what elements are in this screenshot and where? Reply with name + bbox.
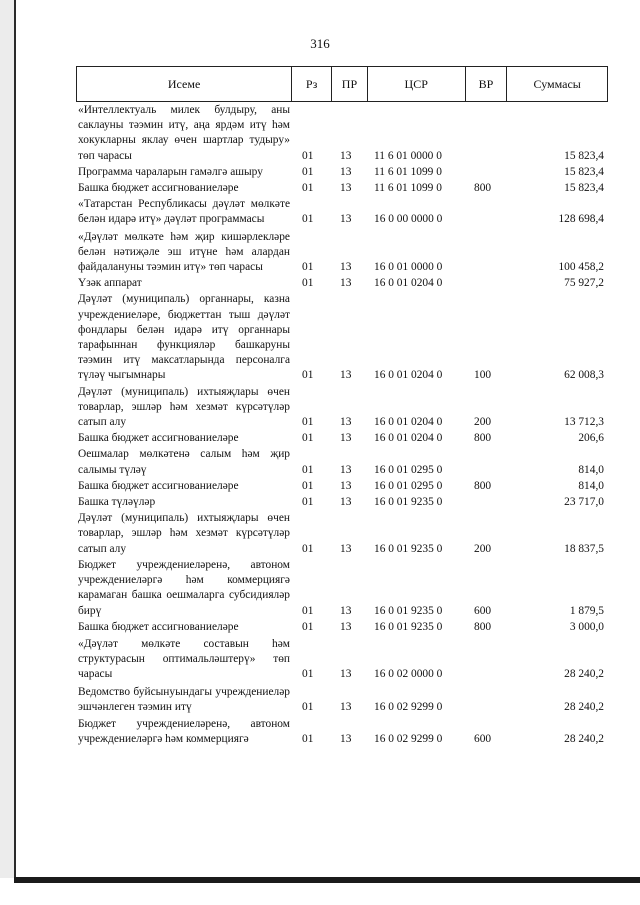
row-pr: 13: [340, 700, 352, 713]
row-csr: 16 0 01 0204 0: [374, 277, 443, 290]
row-values: [78, 165, 610, 180]
row-rz: 01: [302, 733, 314, 746]
row-vr: 100: [474, 369, 492, 382]
row-sum: 128 698,4: [558, 213, 604, 226]
table-row: [78, 385, 610, 431]
row-pr: 13: [340, 165, 352, 178]
row-sum: 28 240,2: [564, 733, 604, 746]
table-row: [78, 558, 610, 619]
row-pr: 13: [340, 369, 352, 382]
row-rz: 01: [302, 432, 314, 445]
row-rz: 01: [302, 604, 314, 617]
scan-left-border: [14, 0, 16, 878]
row-csr: 16 0 01 0295 0: [374, 463, 443, 476]
header-pr: ПР: [332, 67, 368, 101]
row-values: [78, 700, 610, 715]
table-row: [78, 447, 610, 477]
page-number: 316: [310, 36, 330, 51]
row-vr: 800: [474, 479, 492, 492]
table-row: [78, 479, 610, 494]
row-name: Башка бюджет ассигнованиеләре: [78, 432, 239, 445]
row-name: «Татарстан Республикасы дәүләт мөлкәте белән идарә итү» дәүләт программасы: [78, 198, 290, 226]
row-sum: 814,0: [578, 479, 604, 492]
row-pr: 13: [340, 432, 352, 445]
row-name: Бюджет учреждениеләренә, автоном учреждениеләргә һәм коммерциягә карамаган башка оешмаларга субсидияләр бирү: [78, 558, 290, 617]
row-values: [78, 415, 610, 430]
row-sum: 814,0: [578, 463, 604, 476]
row-name: Дәүләт (муниципаль) ихтыяҗлары өчен товарлар, эшләр һәм хезмәт күрсәтүләр сатып алу: [78, 385, 290, 429]
scan-bottom-border: [14, 877, 640, 883]
table-row: [78, 637, 610, 683]
row-rz: 01: [302, 542, 314, 555]
row-rz: 01: [302, 620, 314, 633]
row-values: [78, 542, 610, 557]
row-pr: 13: [340, 463, 352, 476]
row-values: [78, 604, 610, 619]
row-rz: 01: [302, 369, 314, 382]
row-rz: 01: [302, 496, 314, 509]
row-name: «Дәүләт мөлкәте составын һәм структурасын оптимальләштерү» төп чарасы: [78, 637, 290, 681]
row-values: [78, 620, 610, 635]
row-csr: 11 6 01 1099 0: [374, 182, 442, 195]
row-vr: 600: [474, 604, 492, 617]
row-pr: 13: [340, 149, 352, 162]
table-row: [78, 292, 610, 383]
table-row: [78, 197, 610, 227]
row-rz: 01: [302, 479, 314, 492]
row-rz: 01: [302, 182, 314, 195]
row-csr: 16 0 01 0295 0: [374, 479, 443, 492]
row-name: Үзәк аппарат: [78, 277, 142, 290]
header-csr: ЦСР: [368, 67, 466, 101]
row-vr: 600: [474, 733, 492, 746]
header-vr: ВР: [466, 67, 508, 101]
row-pr: 13: [340, 604, 352, 617]
row-pr: 13: [340, 261, 352, 274]
row-pr: 13: [340, 620, 352, 633]
row-name: Башка бюджет ассигнованиеләре: [78, 479, 239, 492]
table-body: [78, 103, 610, 747]
row-values: [78, 276, 610, 291]
row-csr: 16 0 01 9235 0: [374, 542, 443, 555]
row-name: «Интеллектуаль милек булдыру, аны саклауны тәэмин итү, аңа ярдәм итү һәм хокукларны яклау өчен шартлар тудыру» төп чарасы: [78, 104, 290, 162]
row-values: [78, 667, 610, 682]
row-sum: 15 823,4: [564, 165, 604, 178]
row-csr: 16 0 01 0204 0: [374, 369, 443, 382]
row-sum: 62 008,3: [564, 369, 604, 382]
row-sum: 23 717,0: [564, 496, 604, 509]
row-csr: 11 6 01 0000 0: [374, 149, 442, 162]
row-pr: 13: [340, 182, 352, 195]
table-row: [78, 431, 610, 446]
row-sum: 28 240,2: [564, 700, 604, 713]
row-sum: 75 927,2: [564, 277, 604, 290]
row-pr: 13: [340, 496, 352, 509]
row-csr: 16 0 01 0000 0: [374, 261, 443, 274]
table-row: [78, 181, 610, 196]
row-pr: 13: [340, 668, 352, 681]
row-vr: 200: [474, 416, 492, 429]
row-pr: 13: [340, 479, 352, 492]
row-values: [78, 495, 610, 510]
row-values: [78, 181, 610, 196]
row-name: Башка түләүләр: [78, 496, 156, 509]
row-values: [78, 212, 610, 227]
table-row: [78, 495, 610, 510]
row-csr: 16 0 01 0204 0: [374, 432, 443, 445]
table-row: [78, 620, 610, 635]
row-rz: 01: [302, 165, 314, 178]
row-vr: 800: [474, 182, 492, 195]
table-row: [78, 511, 610, 557]
row-name: Оешмалар мөлкәтенә салым һәм җир салымы түләү: [78, 448, 290, 476]
row-csr: 16 0 02 9299 0: [374, 700, 443, 713]
row-sum: 13 712,3: [564, 416, 604, 429]
scan-left-edge: [0, 0, 14, 878]
row-name: Бюджет учреждениеләренә, автоном учреждениеләргә һәм коммерциягә: [78, 717, 290, 746]
row-name: Башка бюджет ассигнованиеләре: [78, 620, 239, 633]
table-row: [78, 717, 610, 747]
row-rz: 01: [302, 261, 314, 274]
row-csr: 16 0 00 0000 0: [374, 213, 443, 226]
row-values: [78, 431, 610, 446]
row-rz: 01: [302, 149, 314, 162]
table-row: [78, 230, 610, 276]
row-csr: 16 0 01 9235 0: [374, 604, 443, 617]
row-sum: 28 240,2: [564, 668, 604, 681]
row-rz: 01: [302, 277, 314, 290]
row-sum: 206,6: [578, 432, 604, 445]
row-rz: 01: [302, 700, 314, 713]
header-rz: Рз: [292, 67, 332, 101]
row-values: [78, 732, 610, 747]
table-row: [78, 276, 610, 291]
row-values: [78, 368, 610, 383]
row-vr: 800: [474, 432, 492, 445]
row-sum: 15 823,4: [564, 149, 604, 162]
table-row: [78, 685, 610, 715]
row-rz: 01: [302, 463, 314, 476]
row-sum: 1 879,5: [569, 604, 604, 617]
row-csr: 16 0 02 0000 0: [374, 668, 443, 681]
row-name: Дәүләт (муниципаль) органнары, казна учреждениеләре, бюджеттан тыш дәүләт фондлары белән идарә итү органнары тарафыннан функцияләр башкаруны тәэмин итү максатларында персоналга түләү чыгымнары: [78, 293, 290, 382]
row-rz: 01: [302, 213, 314, 226]
row-pr: 13: [340, 277, 352, 290]
row-vr: 200: [474, 542, 492, 555]
table-header: [76, 66, 608, 102]
row-name: «Дәүләт мөлкәте һәм җир кишәрлекләре белән нәтиҗәле эш итүне һәм алардан файдалануны тәэмин итү» төп чарасы: [78, 230, 290, 274]
row-sum: 100 458,2: [558, 261, 604, 274]
row-pr: 13: [340, 733, 352, 746]
row-rz: 01: [302, 668, 314, 681]
row-values: [78, 149, 610, 164]
table-row: [78, 165, 610, 180]
table-row: [78, 103, 610, 164]
row-csr: 16 0 01 0204 0: [374, 416, 443, 429]
row-sum: 15 823,4: [564, 182, 604, 195]
row-vr: 800: [474, 620, 492, 633]
row-name: Программа чараларын гамәлгә ашыру: [78, 165, 263, 178]
row-csr: 16 0 02 9299 0: [374, 733, 443, 746]
row-name: Башка бюджет ассигнованиеләре: [78, 182, 239, 195]
row-csr: 11 6 01 1099 0: [374, 165, 442, 178]
row-values: [78, 260, 610, 275]
row-name: Дәүләт (муниципаль) ихтыяҗлары өчен товарлар, эшләр һәм хезмәт күрсәтүләр сатып алу: [78, 512, 290, 555]
row-sum: 3 000,0: [569, 620, 604, 633]
row-csr: 16 0 01 9235 0: [374, 620, 443, 633]
row-values: [78, 463, 610, 478]
header-sum: Суммасы: [533, 76, 581, 91]
row-sum: 18 837,5: [564, 542, 604, 555]
row-values: [78, 479, 610, 494]
row-csr: 16 0 01 9235 0: [374, 496, 443, 509]
row-pr: 13: [340, 213, 352, 226]
row-pr: 13: [340, 542, 352, 555]
row-name: Ведомство буйсынуындагы учреждениеләр эшчәнлеген тәэмин итү: [78, 685, 290, 713]
row-pr: 13: [340, 416, 352, 429]
row-rz: 01: [302, 416, 314, 429]
header-name: Исеме: [77, 67, 292, 101]
